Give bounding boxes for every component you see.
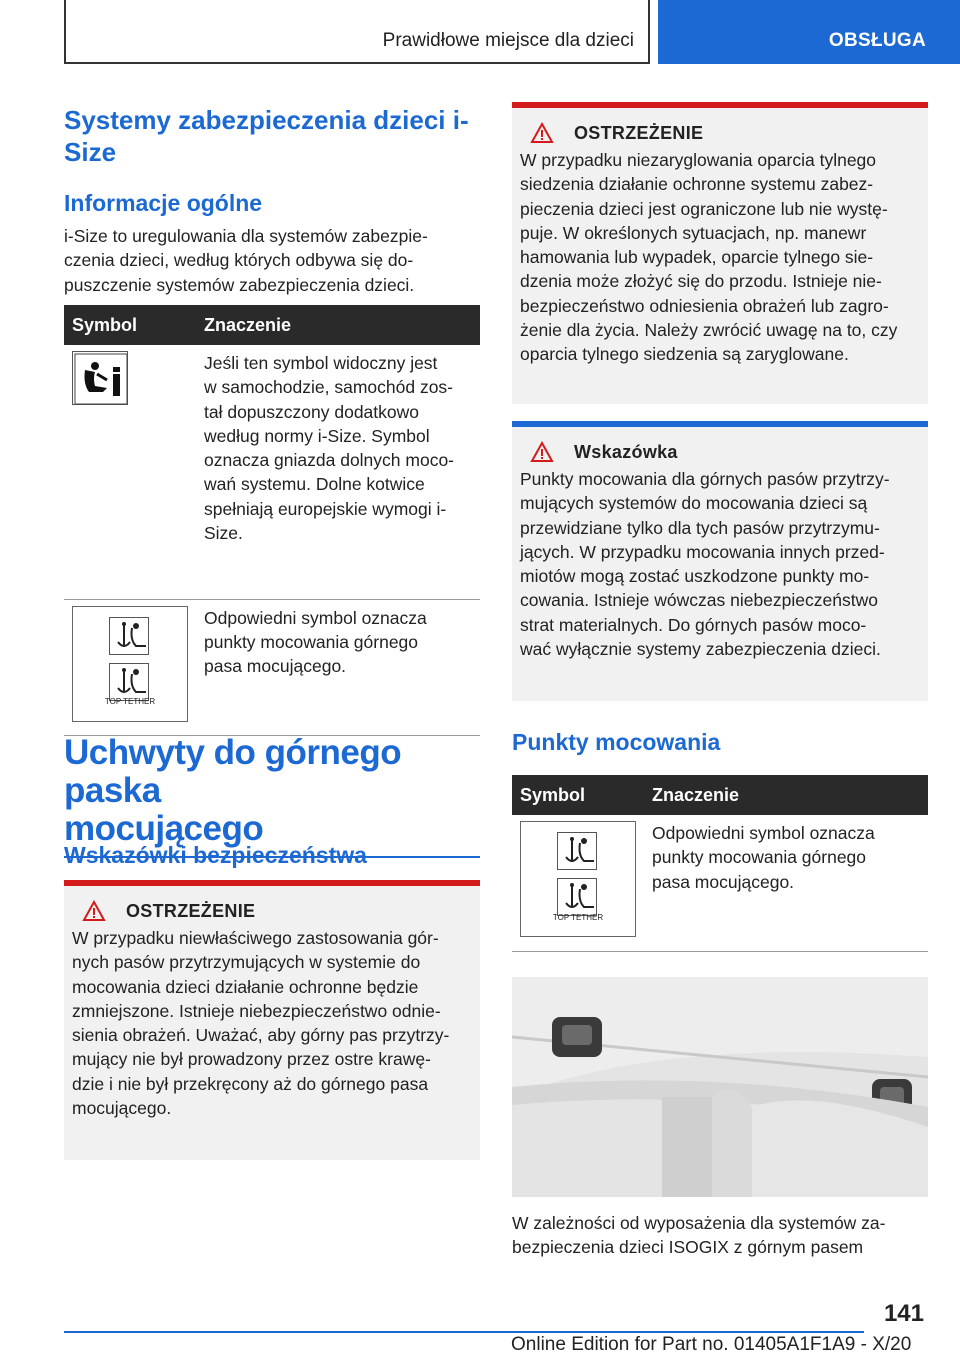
isize-symbol-meaning: Jeśli ten symbol widoczny jest w samochodzie, samochód zos- tał dopuszczony dodatkowo według normy i-Size. Symbol oznacza gniazda dolnych moco- wań systemu. Dolne kotwice spełniają europejskie wymogi i- Size. [196,345,480,599]
top-tether-icon [520,821,636,937]
table-row [64,345,480,599]
page-number: 141 [883,1300,924,1327]
photo-caption: W zależności od wyposażenia dla systemów za- bezpieczenia dzieci ISOGIX z górnym pasem [512,1213,886,1258]
points-heading: Punkty mocowania [512,729,721,755]
section-title-top-tether: Uchwyty do górnego paska mocującego [64,734,480,858]
warning-text: W przypadku niewłaściwego zastosowania gór- nych pasów przytrzymujących w systemie do mocowania dzieci działanie ochronne będzie zmniejszone. Istnieje niebezpieczeństwo odnie- sienia obrażeń. Uważać, aby górny pas przytrzy- mujący nie był prowadzony przez ostre krawę- dzie i nie był przekręcony aż do górnego pasa mocującego. [72,928,450,1119]
col-header-symbol: Symbol [512,775,644,815]
col-header-meaning: Znaczenie [196,305,480,345]
top-tether-label: TOP TETHER [104,697,156,707]
section-title-isize: Systemy zabezpieczenia dzieci i- Size [64,105,469,167]
note-text: Punkty mocowania dla górnych pasów przytrzy- mujących systemów do mocowania dzieci są przewidziane tylko dla tych pasów przytrzymu- jących. W przypadku mocowania innych przed- miotów mogą zostać uszkodzone punkty mo- cowania. Istnieje wówczas niebezpieczeństwo strat materialnych. Do górnych pasów moco- wać wyłącznie systemy zabezpieczenia dzieci. [520,469,890,660]
table-row [64,599,480,735]
header-frame [64,0,650,64]
table-row [512,815,928,951]
note-triangle-icon [530,441,554,463]
isize-symbol-table [64,305,480,736]
header-tab[interactable] [658,0,960,64]
tether-anchor-photo [512,977,928,1197]
warning-box [512,102,928,404]
warning-label: OSTRZEŻENIE [574,122,704,143]
header-tab-label: OBSŁUGA [828,30,926,51]
edition-text: Online Edition for Part no. 01405A1F1A9 - X/20 [511,1334,912,1355]
header-title: Prawidłowe miejsce dla dzieci [382,30,634,51]
top-tether-meaning: Odpowiedni symbol oznacza punkty mocowania górnego pasa mocującego. [196,599,480,735]
footer-divider [64,1331,864,1333]
col-header-meaning: Znaczenie [644,775,928,815]
safety-heading: Wskazówki bezpieczeństwa [64,842,367,868]
top-tether-label: TOP TETHER [552,912,604,922]
top-tether-meaning: Odpowiedni symbol oznacza punkty mocowania górnego pasa mocującego. [644,815,928,951]
note-label: Wskazówka [574,441,678,462]
isize-seat-icon [72,351,128,405]
note-box [512,421,928,701]
general-heading: Informacje ogólne [64,190,263,216]
general-text: i-Size to uregulowania dla systemów zabezpie- czenia dzieci, według których odbywa się do- puszczenie systemów zabezpieczenia dzieci. [64,226,428,295]
warning-triangle-icon [530,122,554,144]
col-header-symbol: Symbol [64,305,196,345]
warning-text: W przypadku niezaryglowania oparcia tylnego siedzenia działanie ochronne systemu zabez- pieczenia dzieci jest ograniczone lub nie wystę- puje. W określonych sytuacjach, np. manewr hamowania lub wypadek, oparcie tylnego sie- dzenia może złożyć się do przodu. Istnieje nie- bezpieczeństwo odniesienia obrażeń lub zagro- żenie dla życia. Należy zwrócić uwagę na to, czy oparcia tylnego siedzenia są zaryglowane. [520,150,898,365]
top-tether-icon [72,606,188,722]
anchor-points-table [512,775,928,952]
warning-box [64,880,480,1160]
warning-triangle-icon [82,900,106,922]
warning-label: OSTRZEŻENIE [126,900,256,921]
